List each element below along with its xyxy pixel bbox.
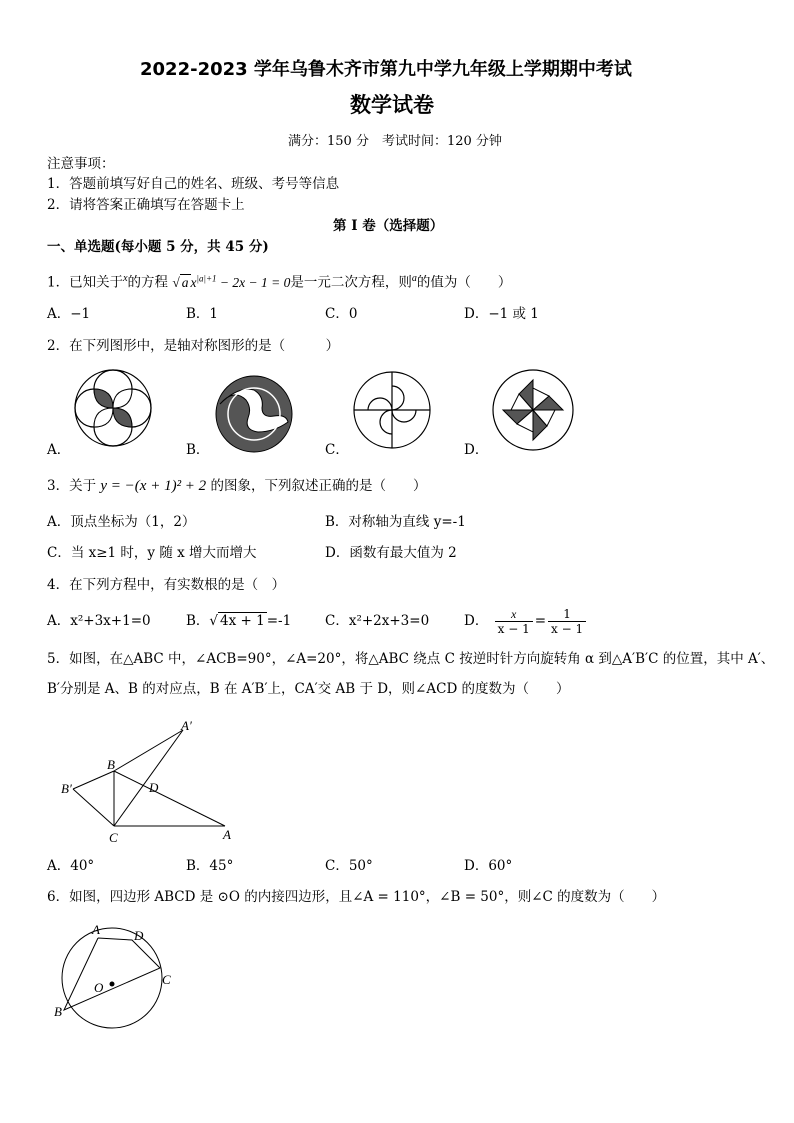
q4-b-label: B． bbox=[186, 613, 210, 629]
q6-label-o: O bbox=[94, 980, 104, 995]
q4-b-radicand: 4x + 1 bbox=[220, 613, 265, 629]
notes-heading: 注意事项： bbox=[47, 156, 115, 172]
q1-equation: √ a $x^{|a|+1} - 2x - 1 = 0$ bbox=[172, 273, 291, 290]
q1-eq-x: x bbox=[190, 274, 197, 290]
q4-d-fraction-right bbox=[548, 607, 586, 636]
q5-option-d[interactable]: D．60° bbox=[464, 858, 513, 874]
note-item: 1．答题前填写好自己的姓名、班级、考号等信息 bbox=[47, 176, 340, 192]
q4-option-d[interactable] bbox=[464, 602, 588, 640]
q3-formula: y = −(x + 1)² + 2 bbox=[100, 478, 207, 494]
q2-option-b[interactable]: B． bbox=[186, 442, 210, 458]
q5-label-b: B bbox=[107, 757, 115, 772]
q5-figure bbox=[55, 718, 255, 848]
q1-option-b[interactable]: B．1 bbox=[186, 306, 219, 322]
q1-option-c[interactable]: C．0 bbox=[325, 306, 358, 322]
q4-d-num2: 1 bbox=[548, 607, 586, 622]
q2-figure-a bbox=[73, 368, 153, 448]
q1-var-x: x bbox=[123, 273, 128, 284]
q4-option-b[interactable]: B．√ 4x + 1 =-1 bbox=[186, 613, 292, 629]
q6-center-point bbox=[110, 982, 115, 987]
q5-option-b[interactable]: B．45° bbox=[186, 858, 234, 874]
q6-label-a: A bbox=[92, 922, 100, 937]
q1-var-a: a bbox=[411, 273, 417, 284]
q3-option-b[interactable]: B．对称轴为直线 y=-1 bbox=[325, 514, 466, 530]
question-2-stem: 2．在下列图形中，是轴对称图形的是（ ） bbox=[47, 338, 340, 354]
q5-label-a-prime: A′ bbox=[181, 718, 192, 733]
q3-option-d[interactable]: D．函数有最大值为 2 bbox=[325, 545, 457, 561]
q6-label-d: D bbox=[134, 928, 144, 943]
q5-option-c[interactable]: C．50° bbox=[325, 858, 373, 874]
q5-option-a[interactable]: A．40° bbox=[47, 858, 95, 874]
q6-figure bbox=[50, 920, 190, 1030]
q4-d-den1: x − 1 bbox=[497, 622, 530, 636]
q4-d-fraction-left bbox=[495, 607, 533, 636]
question-6-stem: 6．如图，四边形 ABCD 是 ⊙O 的内接四边形，且∠A = 110°，∠B = 50°，则∠C 的度数为（ ） bbox=[47, 889, 666, 905]
q3-pre: 3．关于 bbox=[47, 478, 97, 494]
exam-meta: 满分：150 分 考试时间：120 分钟 bbox=[288, 134, 502, 149]
q1-option-a[interactable]: A．−1 bbox=[47, 306, 91, 322]
q3-post: 的图象，下列叙述正确的是（ ） bbox=[210, 478, 427, 494]
q2-option-d[interactable]: D． bbox=[464, 442, 489, 458]
q1-eq-tail: − 2x − 1 = 0 bbox=[216, 274, 291, 290]
subject-title: 数学试卷 bbox=[350, 93, 434, 117]
question-4-stem: 4．在下列方程中，有实数根的是（ ） bbox=[47, 577, 286, 593]
q5-label-a: A bbox=[223, 827, 231, 842]
question-1-stem bbox=[47, 269, 511, 292]
q4-d-num1: x bbox=[495, 607, 533, 622]
q5-label-b-prime: B′ bbox=[61, 781, 72, 796]
exam-title: 2022-2023 学年乌鲁木齐市第九中学九年级上学期期中考试 bbox=[140, 59, 632, 80]
question-3-stem bbox=[47, 477, 426, 495]
q2-option-c[interactable]: C． bbox=[325, 442, 349, 458]
q4-option-a[interactable]: A．x²+3x+1=0 bbox=[47, 613, 151, 629]
q6-label-c: C bbox=[162, 972, 171, 987]
q4-option-c[interactable]: C．x²+2x+3=0 bbox=[325, 613, 430, 629]
q1-option-d[interactable]: D．−1 或 1 bbox=[464, 306, 539, 322]
q4-d-label: D． bbox=[464, 613, 489, 629]
section-heading: 一、单选题(每小题 5 分，共 45 分) bbox=[47, 239, 269, 255]
question-5-line2: B′分别是 A、B 的对应点，B 在 A′B′上，CA′交 AB 于 D，则∠ACD 的度数为（ ） bbox=[47, 681, 570, 697]
q3-option-a[interactable]: A．顶点坐标为（1，2） bbox=[47, 514, 196, 530]
q2-option-a[interactable]: A． bbox=[47, 442, 71, 458]
q6-label-b: B bbox=[54, 1004, 62, 1019]
part-title: 第 I 卷（选择题） bbox=[333, 218, 444, 234]
q2-figure-c bbox=[352, 370, 432, 450]
q5-label-c: C bbox=[109, 830, 118, 845]
q1-post: 是一元二次方程，则 bbox=[290, 274, 412, 291]
q4-d-eq: = bbox=[534, 613, 547, 629]
q3-option-c[interactable]: C．当 x≥1 时，y 随 x 增大而增大 bbox=[47, 545, 257, 561]
q4-b-tail: =-1 bbox=[266, 613, 292, 629]
question-5-line1: 5．如图，在△ABC 中，∠ACB=90°，∠A=20°，将△ABC 绕点 C 按逆时针方向旋转角 α 到△A′B′C 的位置，其中 A′、 bbox=[47, 651, 775, 667]
q5-label-d: D bbox=[149, 780, 159, 795]
note-item: 2．请将答案正确填写在答题卡上 bbox=[47, 197, 245, 213]
q2-figure-b bbox=[214, 374, 294, 454]
q1-eq-a: a bbox=[181, 274, 189, 290]
q1-pre: 1．已知关于 bbox=[47, 274, 124, 291]
q1-end: 的值为（ ） bbox=[416, 274, 512, 291]
q4-d-den2: x − 1 bbox=[551, 622, 584, 636]
q1-mid: 的方程 bbox=[127, 274, 169, 291]
q1-eq-exp: |a|+1 bbox=[196, 273, 217, 283]
q2-figure-d bbox=[491, 368, 575, 452]
